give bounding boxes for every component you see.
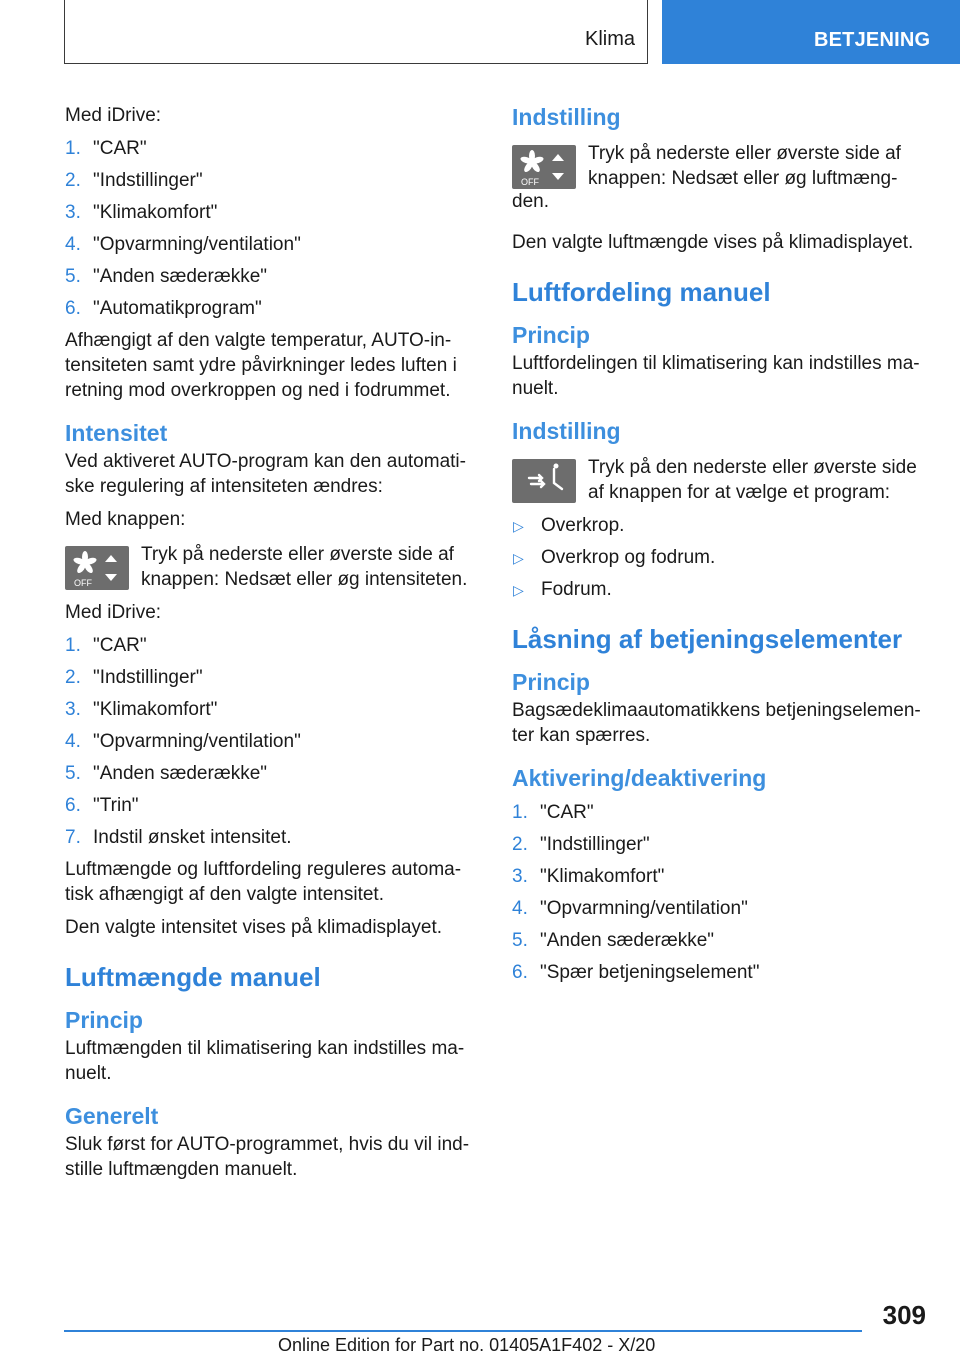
airflow-display-paragraph: Den valgte luftmængde vises på klimadisplayet. [512, 232, 914, 253]
step-number: 3. [512, 866, 528, 887]
header-section-title: Klima [584, 28, 635, 50]
step-item [65, 232, 477, 257]
generelt-paragraph: Sluk først for AUTO-programmet, hvis du vil ind-stille luftmængden manuelt. [65, 1134, 470, 1180]
idrive-intro-1: Med iDrive: [65, 105, 162, 126]
step-number: 1. [512, 802, 528, 823]
step-text: "Opvarmning/ventilation" [93, 731, 301, 752]
header-chapter-tab [662, 0, 960, 64]
step-number: 2. [65, 170, 81, 191]
fan-button-text-2-continued: den. [512, 191, 549, 212]
step-text: Indstil ønsket intensitet. [93, 827, 292, 848]
program-label: Overkrop. [541, 515, 625, 536]
program-label: Fodrum. [541, 579, 612, 600]
heading-princip-laasning: Princip [512, 669, 590, 695]
step-item [512, 832, 924, 857]
header-frame [64, 0, 648, 64]
step-text: "Spær betjeningselement" [540, 962, 760, 983]
program-label: Overkrop og fodrum. [541, 547, 716, 568]
triangle-bullet-icon: ▷ [513, 582, 524, 598]
step-number: 4. [512, 898, 528, 919]
step-text: "Anden sæderække" [93, 266, 268, 287]
step-item [65, 633, 477, 658]
step-number: 6. [65, 795, 81, 816]
heading-generelt: Generelt [65, 1103, 159, 1129]
heading-indstilling-1: Indstilling [512, 104, 621, 130]
step-number: 5. [65, 266, 81, 287]
step-text: "Indstillinger" [93, 667, 203, 688]
step-number: 6. [65, 298, 81, 319]
heading-indstilling-2: Indstilling [512, 418, 621, 444]
step-item [65, 793, 477, 818]
left-column [65, 103, 477, 1190]
step-text: "Indstillinger" [93, 170, 203, 191]
step-item [65, 665, 477, 690]
step-number: 2. [65, 667, 81, 688]
heading-luftfordeling-manuel: Luftfordeling manuel [512, 277, 771, 307]
heading-luftmaengde-manuel: Luftmængde manuel [65, 962, 321, 992]
step-text: "Anden sæderække" [93, 763, 268, 784]
step-number: 1. [65, 138, 81, 159]
idrive-steps-list-1 [65, 136, 477, 321]
step-item [512, 864, 924, 889]
step-item [65, 761, 477, 786]
step-text: "Indstillinger" [540, 834, 650, 855]
idrive-steps-list-3 [512, 800, 924, 985]
step-number: 3. [65, 699, 81, 720]
step-number: 3. [65, 202, 81, 223]
triangle-bullet-icon: ▷ [513, 518, 524, 534]
heading-princip-luftfordeling: Princip [512, 322, 590, 348]
program-item [512, 513, 924, 538]
heading-intensitet: Intensitet [65, 420, 168, 446]
step-text: "Klimakomfort" [93, 202, 218, 223]
step-item [65, 136, 477, 161]
heading-laasning: Låsning af betjeningselementer [512, 624, 903, 654]
step-number: 1. [65, 635, 81, 656]
footer-edition: Online Edition for Part no. 01405A1F402 - X/20 [278, 1335, 656, 1355]
fan-button-figure-1 [65, 542, 477, 592]
air-distribution-button-icon [512, 459, 576, 503]
step-number: 5. [512, 930, 528, 951]
button-intro: Med knappen: [65, 509, 186, 530]
page-number: 309 [882, 1300, 926, 1330]
laasning-princip-paragraph: Bagsædeklimaautomatikkens betjeningselemen-ter kan spærres. [512, 700, 921, 746]
step-item [512, 800, 924, 825]
step-item [512, 896, 924, 921]
step-number: 7. [65, 827, 81, 848]
step-item [512, 960, 924, 985]
step-number: 4. [65, 731, 81, 752]
step-text: "Klimakomfort" [93, 699, 218, 720]
heading-aktivering: Aktivering/deaktivering [512, 765, 767, 791]
step-text: "Opvarmning/ventilation" [93, 234, 301, 255]
intensitet-paragraph: Ved aktiveret AUTO-program kan den automati-ske regulering af intensiteten ændres: [65, 451, 466, 497]
fan-button-text-1: Tryk på nederste eller øverste side af knappen: Nedsæt eller øg intensiteten. [141, 544, 468, 590]
fan-off-button-icon [65, 546, 129, 590]
step-item [512, 928, 924, 953]
fan-off-button-icon-2 [512, 145, 576, 189]
fan-off-label-2: OFF [521, 177, 539, 187]
footer-divider [64, 1330, 862, 1332]
step-text: "CAR" [540, 802, 594, 823]
heading-princip-luftmaengde: Princip [65, 1007, 143, 1033]
airflow-auto-paragraph: Luftmængde og luftfordeling reguleres automa-tisk afhængigt af den valgte intensitet. [65, 859, 462, 905]
idrive-intro-2: Med iDrive: [65, 602, 162, 623]
triangle-bullet-icon: ▷ [513, 550, 524, 566]
step-number: 5. [65, 763, 81, 784]
step-text: "Automatikprogram" [93, 298, 262, 319]
step-item [65, 200, 477, 225]
fan-button-figure-2 [512, 141, 924, 191]
step-text: "Anden sæderække" [540, 930, 715, 951]
step-text: "Trin" [93, 795, 139, 816]
intensity-display-paragraph: Den valgte intensitet vises på klimadisplayet. [65, 917, 443, 938]
step-item [65, 264, 477, 289]
step-item [65, 729, 477, 754]
right-column [512, 103, 924, 992]
step-number: 2. [512, 834, 528, 855]
step-item [65, 825, 477, 850]
step-text: "CAR" [93, 635, 147, 656]
distribution-button-figure [512, 455, 924, 505]
step-item [65, 168, 477, 193]
step-text: "CAR" [93, 138, 147, 159]
idrive-steps-list-2 [65, 633, 477, 850]
step-text: "Klimakomfort" [540, 866, 665, 887]
distribution-programs-list [512, 513, 924, 602]
step-item [65, 296, 477, 321]
luftfordeling-princip-paragraph: Luftfordelingen til klimatisering kan indstilles ma-nuelt. [512, 353, 920, 399]
header-chapter-label: BETJENING [814, 29, 931, 51]
program-item [512, 545, 924, 570]
step-text: "Opvarmning/ventilation" [540, 898, 748, 919]
program-item [512, 577, 924, 602]
step-number: 4. [65, 234, 81, 255]
luftmaengde-princip-paragraph: Luftmængden til klimatisering kan indstilles ma-nuelt. [65, 1038, 465, 1084]
distribution-button-text: Tryk på den nederste eller øverste side af knappen for at vælge et program: [588, 457, 917, 503]
step-number: 6. [512, 962, 528, 983]
fan-button-text-2: Tryk på nederste eller øverste side af knappen: Nedsæt eller øg luftmæng- [588, 143, 901, 189]
step-item [65, 697, 477, 722]
auto-program-paragraph: Afhængigt af den valgte temperatur, AUTO-in-tensiteten samt ydre påvirkninger ledes luften i retning mod overkroppen og ned i fodrummet. [65, 330, 457, 401]
fan-off-label: OFF [74, 578, 92, 588]
